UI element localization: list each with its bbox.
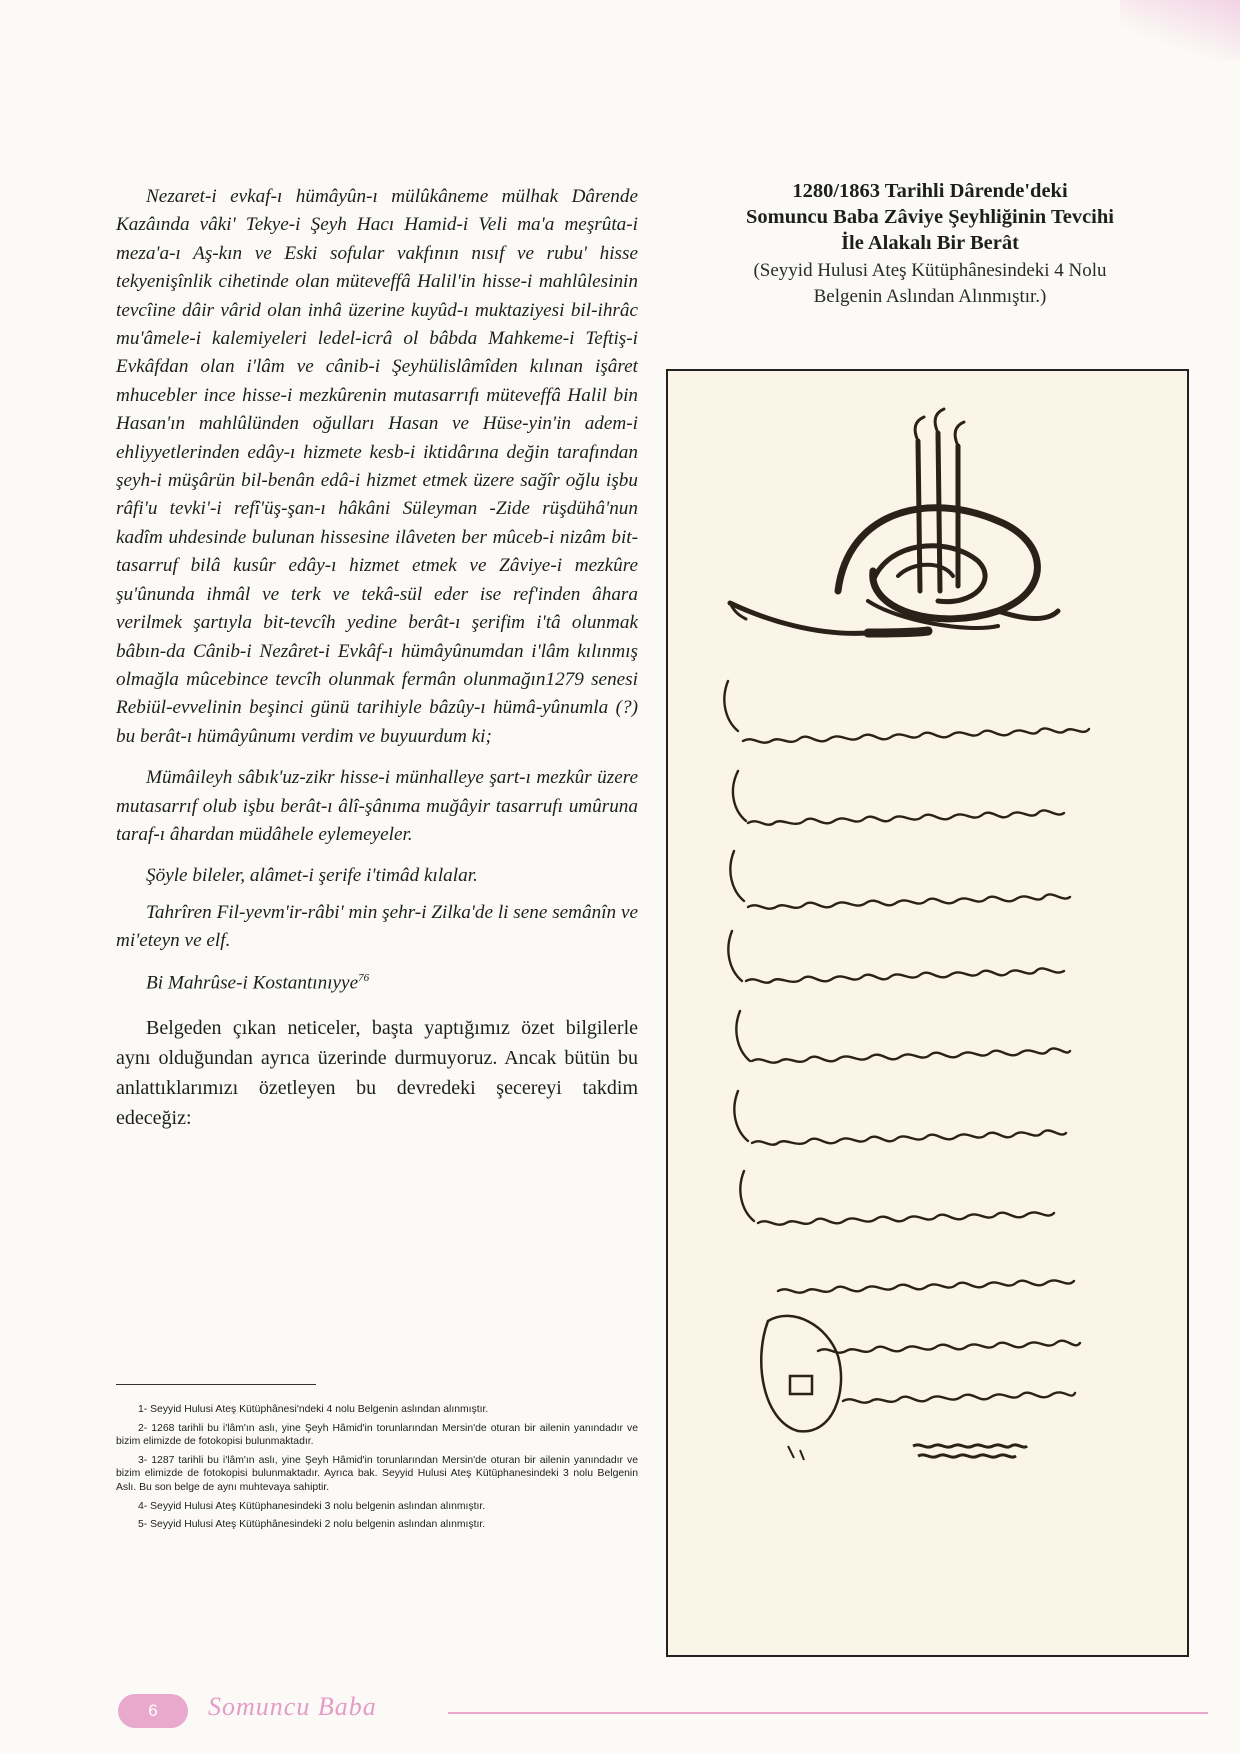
page-corner-decoration bbox=[1120, 0, 1240, 60]
figure-caption bbox=[664, 178, 1196, 310]
caption-source-line: Belgenin Aslından Alınmıştır.) bbox=[813, 286, 1047, 307]
footnote: 5- Seyyid Hulusi Ateş Kütüphânesindeki 2 nolu belgenin aslından alınmıştır. bbox=[138, 1519, 486, 1531]
berat-text-paragraph: Tahrîren Fil-yevm'ir-râbi' min şehr-i Zilka'de li sene semânîn ve mi'eteyn ve elf. bbox=[116, 901, 638, 952]
manuscript-script-lines bbox=[724, 681, 1089, 1403]
footnote: 3- 1287 tarihli bu i'lâm'ın aslı, yine Şeyh Hâmid'in torunlarından Mersin'de oturan bir ailenin yanındadır ve bizim elimizde de fotokopisi bulunmaktadır. Ayrıca bak. Seyyid Hulusi Ateş Kütüphanesindeki 3 nolu Belgenin Aslı. Bu son belge de aynı muhtevaya sahiptir. bbox=[116, 1454, 638, 1493]
berat-closing-line bbox=[116, 964, 638, 998]
caption-title-line: Somuncu Baba Zâviye Şeyhliğinin Tevcihi bbox=[746, 206, 1114, 228]
footer-divider bbox=[448, 1712, 1208, 1714]
berat-document-image bbox=[666, 369, 1189, 1657]
berat-text-paragraph: Mümâileyh sâbık'uz-zikr hisse-i münhalleye şart-ı mezkûr üzere mutasarrıf olub işbu berât-ı âlî-şânıma muğâyir tasarrufı umûruna taraf-ı âhardan müdâhele eylemeyeler. bbox=[116, 767, 638, 845]
berat-text-paragraph: Nezaret-i evkaf-ı hümâyûn-ı mülûkâneme mülhak Dârende Kazâında vâki' Tekye-i Şeyh Hacı Hamid-i Veli ma'a meşrûta-i meza'a-ı Aş-kın ve Eski sofular vakfının nısıf ve rubu' hisse tekyenişînlik cihetinde olan müteveffâ Halil'in hisse-i mahlûlesinin tevcîine dâir vârid olan inhâ üzerine kuyûd-ı muktaziyesi bil-ihrâc mu'âmele-i kalemiyeleri ledel-icrâ ol bâbda Mahkeme-i Teftiş-i Evkâfdan olan i'lâm ve cânib-i Şeyhülislâmîden kılınan işâret mhucebler ince hisse-i mezkûrenin mutasarrıfı müteveffâ Halil bin Hasan'ın mahlûlünden oğulları Hasan ve Hüse-yin'in adem-i ehliyyetlerinden edây-ı hizmete kesb-i iktidârına değin tarafından şeyh-i müşârün bil-benân edâ-i hizmet etmek üzere sağîr oğlu işbu râfi'u tevki'-i refî'üş-şan-ı hâkâni Süleyman -Zide rüşdühâ'nun kadîm uhdesinde bulunan hissesine ilâveten ber mûceb-i nizâm bit-tasarruf bilâ kusûr edây-ı hizmet etmek ve Zâviye-i mezkûre şu'ûnunda ihmâl ve terk ve tekâ-sül eder ise ref'inden âhara verilmek şartıyla bit-tevcîh yedine berât-ı şerifim i'tâ olunmak bâbın-da Cânib-i Nezâret-i Evkâf-ı hümâyûnumdan i'lâm kılınmış olmağla mûcebince tevcîh olunmak fermân olunmağın1279 senesi Rebiül-evvelinin beşinci günü tarihiyle bâzûy-ı hümâ-yûnumla (?) bu berât-ı hümâyûnumı verdim ve buyuurdum ki; bbox=[116, 186, 638, 747]
footnote-divider bbox=[116, 1384, 316, 1385]
signature-scribble bbox=[913, 1445, 1027, 1457]
berat-closing-text: Bi Mahrûse-i Kostantınıyye bbox=[146, 971, 359, 993]
footnote: 1- Seyyid Hulusi Ateş Kütüphânesi'ndeki 4 nolu Belgenin aslından alınmıştır. bbox=[138, 1404, 489, 1415]
seal-stamp-icon bbox=[761, 1316, 841, 1460]
magazine-name: Somuncu Baba bbox=[208, 1692, 377, 1721]
footnotes bbox=[116, 1403, 638, 1537]
footnote: 2- 1268 tarihli bu i'lâm'ın aslı, yine Şeyh Hâmid'in torunlarından Mersin'de oturan bir ailenin yanındadır ve bizim elimizde de fotokopisi bulunmaktadır. bbox=[116, 1422, 638, 1448]
article-body bbox=[116, 183, 638, 1133]
footnote: 4- Seyyid Hulusi Ateş Kütüphanesindeki 3 nolu belgenin aslından alınmıştır. bbox=[138, 1500, 486, 1512]
tughra-icon bbox=[838, 409, 1058, 628]
caption-source-line: (Seyyid Hulusi Ateş Kütüphânesindeki 4 Nolu bbox=[753, 260, 1107, 281]
berat-text-paragraph: Şöyle bileler, alâmet-i şerife i'timâd kılalar. bbox=[146, 865, 478, 887]
berat-manuscript-drawing bbox=[668, 371, 1187, 1655]
page-footer bbox=[118, 1690, 1208, 1730]
page-number: 6 bbox=[118, 1694, 188, 1728]
conclusion-paragraph: Belgeden çıkan neticeler, başta yaptığımız özet bilgilerle aynı olduğundan ayrıca üzerinde durmuyoruz. Ancak bütün bu anlattıklarımızı özetleyen bu devredeki şecereyi takdim edeceğiz: bbox=[116, 1017, 638, 1130]
footnote-reference: 76 bbox=[358, 971, 370, 984]
caption-title-line: 1280/1863 Tarihli Dârende'deki bbox=[792, 180, 1068, 202]
caption-title-line: İle Alakalı Bir Berât bbox=[841, 232, 1019, 254]
